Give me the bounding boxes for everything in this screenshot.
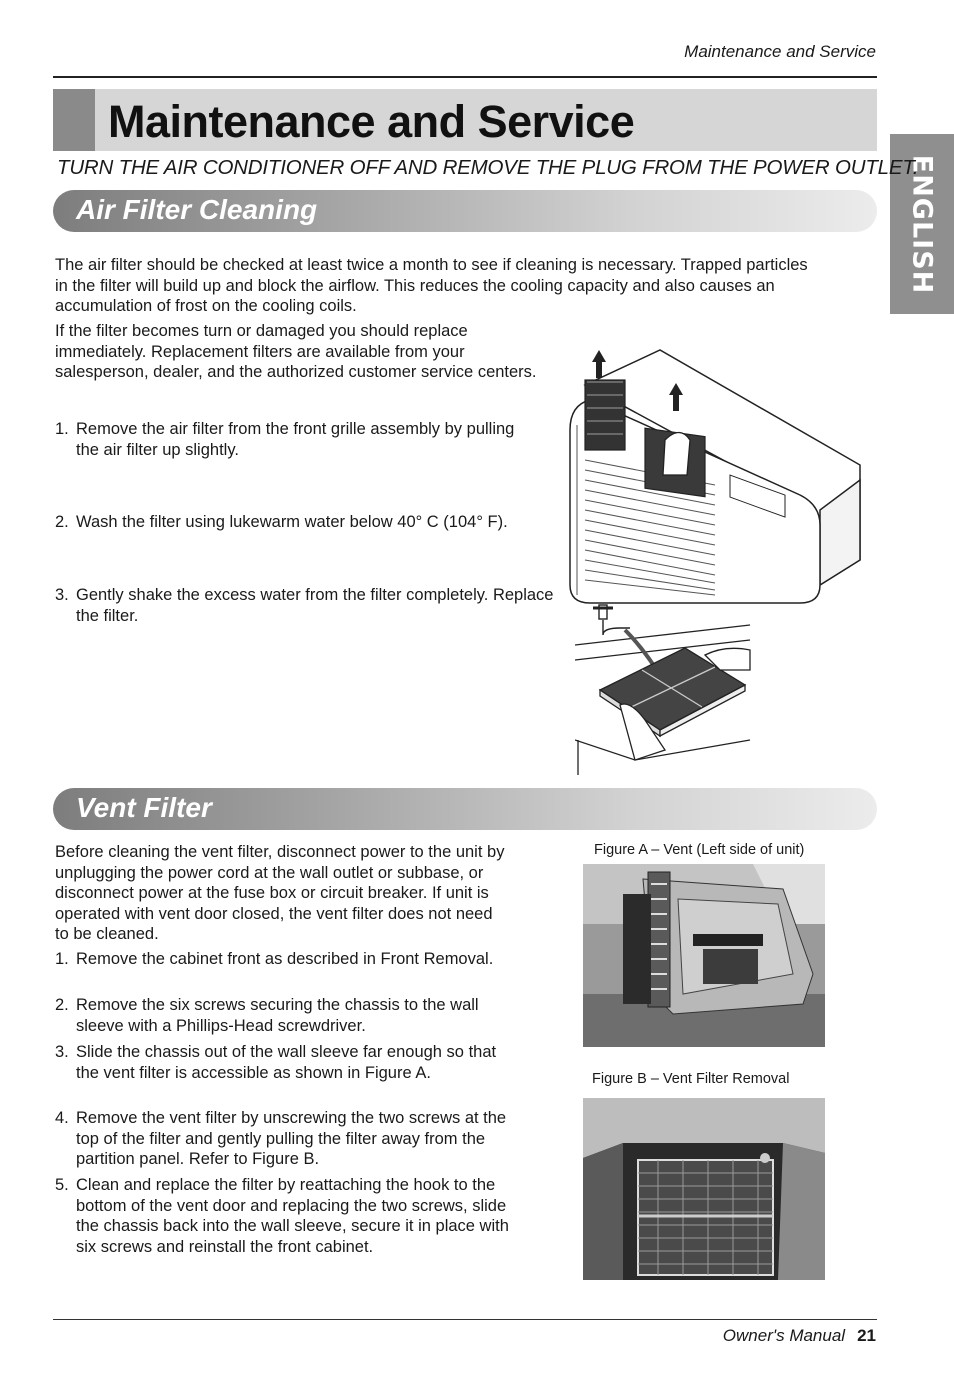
step-text: Slide the chassis out of the wall sleeve far enough so that the vent filter is accessible as shown in Figure A. bbox=[76, 1043, 497, 1082]
figure-a-caption: Figure A – Vent (Left side of unit) bbox=[594, 842, 805, 858]
step-text: Clean and replace the filter by reattaching the hook to the bottom of the vent door and replacing the two screws, slide the chassis back into the wall sleeve, secure it in place with six screws and reinstall the front cabinet. bbox=[76, 1176, 509, 1256]
step-number: 4. bbox=[55, 1109, 69, 1127]
figure-a-photo bbox=[583, 864, 825, 1047]
page-title: Maintenance and Service bbox=[108, 96, 635, 147]
step-text: Wash the filter using lukewarm water below 40° C (104° F). bbox=[76, 513, 508, 531]
step-number: 2. bbox=[55, 513, 69, 531]
vent-filter-step bbox=[55, 1108, 510, 1170]
step-number: 2. bbox=[55, 996, 69, 1014]
step-text: Remove the six screws securing the chassis to the wall sleeve with a Phillips-Head screwdriver. bbox=[76, 996, 479, 1035]
footer-label: Owner's Manual bbox=[722, 1326, 846, 1345]
step-number: 1. bbox=[55, 950, 69, 968]
air-filter-replace-note: If the filter becomes turn or damaged you should replace immediately. Replacement filters are available from your salesperson, dealer, and the authorized customer service centers. bbox=[55, 322, 537, 381]
vent-filter-step bbox=[55, 995, 510, 1036]
air-filter-step bbox=[55, 512, 575, 533]
header-rule bbox=[53, 76, 877, 78]
figure-b-photo bbox=[583, 1098, 825, 1280]
step-text: Remove the vent filter by unscrewing the two screws at the top of the filter and gently pulling the filter away from the partition panel. Refer to Figure B. bbox=[76, 1109, 507, 1168]
vent-filter-step bbox=[55, 949, 510, 970]
air-filter-intro: The air filter should be checked at least twice a month to see if cleaning is necessary. Trapped particles in the filter will build up and block the airflow. This reduces the cooling capacity and also causes an accumulation of frost on the cooling coils. bbox=[55, 256, 808, 315]
language-tab-label: ENGLISH bbox=[906, 154, 938, 294]
air-filter-heading: Air Filter Cleaning bbox=[76, 194, 318, 225]
step-text: Remove the air filter from the front grille assembly by pulling the air filter up slightly. bbox=[76, 420, 515, 459]
page-number: 21 bbox=[857, 1326, 876, 1345]
step-text: Gently shake the excess water from the filter completely. Replace the filter. bbox=[76, 586, 554, 625]
step-number: 3. bbox=[55, 1043, 69, 1061]
air-filter-step bbox=[55, 585, 555, 626]
ac-unit-filter-removal-illustration bbox=[565, 345, 865, 610]
vent-filter-step bbox=[55, 1042, 500, 1083]
filter-washing-illustration bbox=[575, 600, 760, 775]
step-number: 1. bbox=[55, 420, 69, 438]
running-header: Maintenance and Service bbox=[684, 42, 876, 61]
step-number: 5. bbox=[55, 1176, 69, 1194]
step-number: 3. bbox=[55, 586, 69, 604]
vent-filter-heading: Vent Filter bbox=[76, 792, 212, 823]
power-warning: TURN THE AIR CONDITIONER OFF AND REMOVE THE PLUG FROM THE POWER OUTLET. bbox=[57, 156, 919, 179]
vent-filter-step bbox=[55, 1175, 510, 1257]
footer bbox=[600, 1326, 876, 1346]
air-filter-step bbox=[55, 419, 540, 460]
footer-rule bbox=[53, 1319, 877, 1320]
vent-filter-intro: Before cleaning the vent filter, disconnect power to the unit by unplugging the power cord at the wall outlet or subbase, or disconnect power at the fuse box or circuit breaker. If unit is operated with vent door closed, the vent filter does not need to be cleaned. bbox=[55, 843, 505, 943]
figure-b-caption: Figure B – Vent Filter Removal bbox=[592, 1071, 790, 1087]
step-text: Remove the cabinet front as described in Front Removal. bbox=[76, 950, 494, 968]
title-accent-block bbox=[53, 89, 95, 151]
